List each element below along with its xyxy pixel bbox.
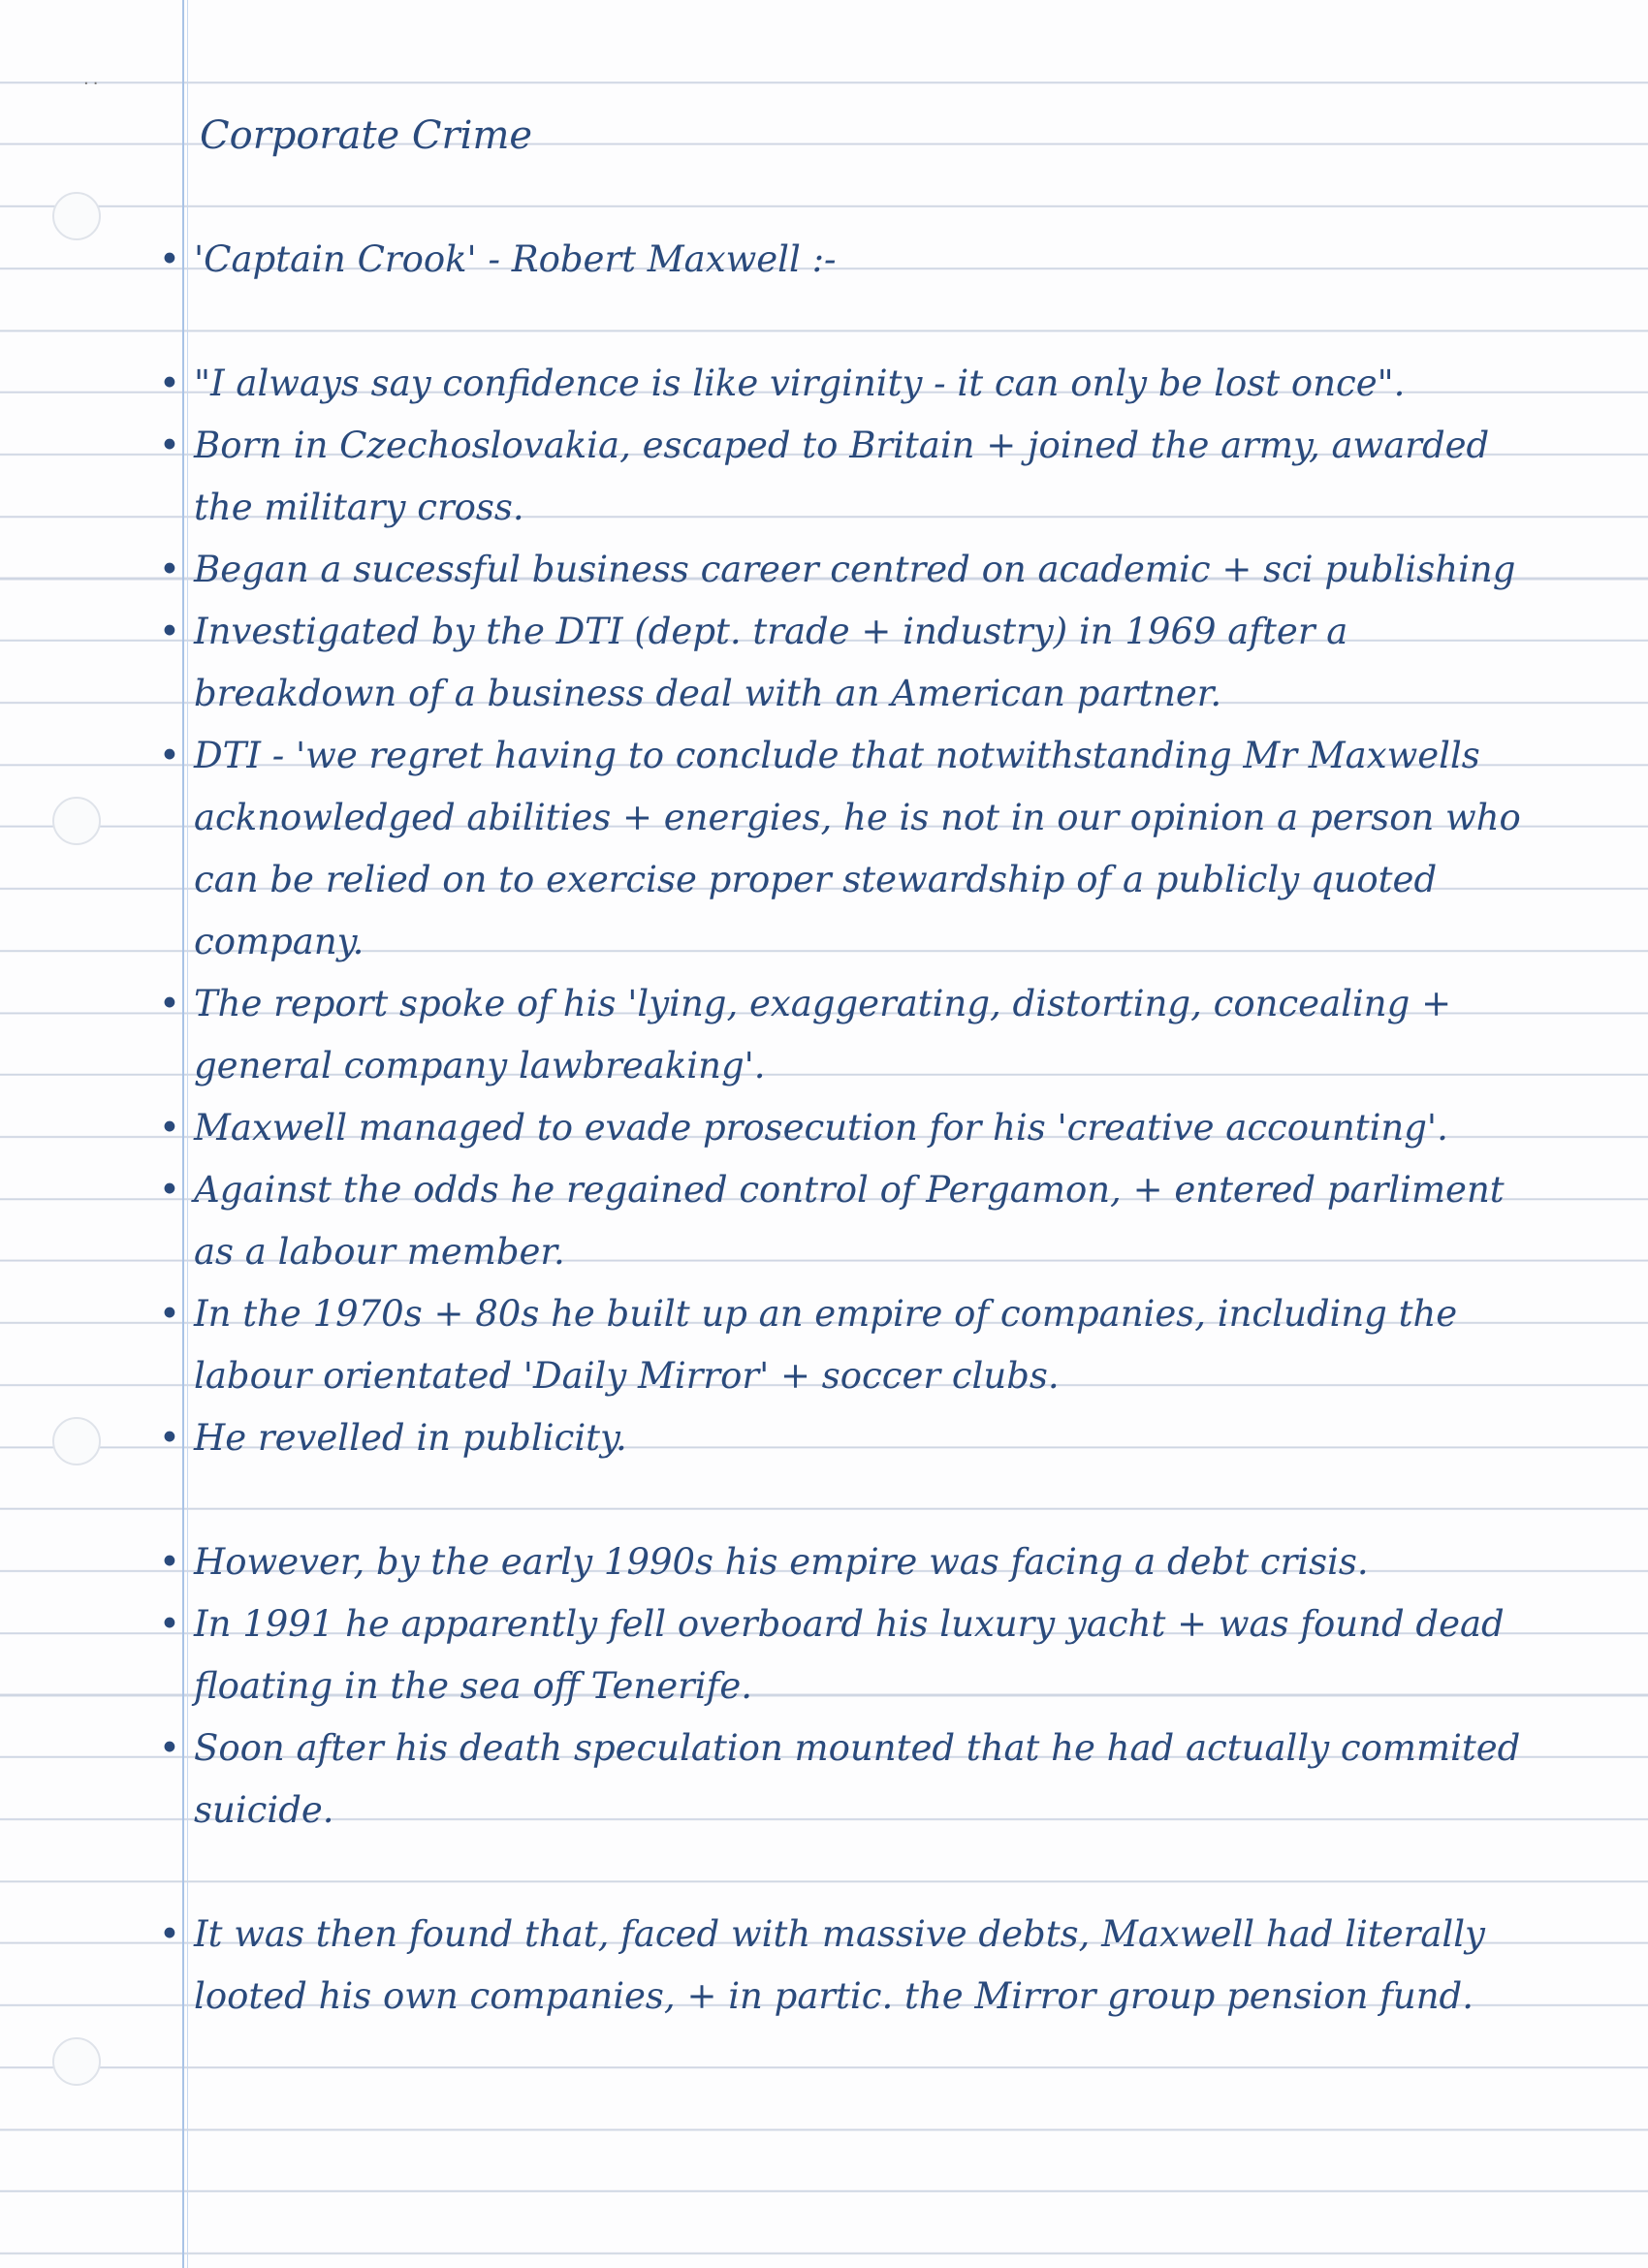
list-item xyxy=(145,353,1551,415)
list-item xyxy=(145,725,1551,973)
list-item xyxy=(145,601,1551,725)
note-text: In 1991 he apparently fell overboard his luxury yacht + was found dead floating in the sea off Tenerife. xyxy=(194,1603,1505,1707)
handwritten-notes xyxy=(145,105,1551,2028)
list-item xyxy=(145,973,1551,1097)
note-text: He revelled in publicity. xyxy=(194,1417,627,1459)
list-item xyxy=(145,1717,1551,1842)
list-item xyxy=(145,1407,1551,1469)
note-text: Against the odds he regained control of Pergamon, + entered parliment as a labour member. xyxy=(194,1169,1505,1273)
bullet-icon: • xyxy=(159,1913,180,1955)
note-text: However, by the early 1990s his empire was facing a debt crisis. xyxy=(194,1541,1369,1583)
bullet-icon: • xyxy=(159,1727,180,1769)
note-text: Investigated by the DTI (dept. trade + industry) in 1969 after a breakdown of a business deal with an American partner. xyxy=(194,611,1348,714)
note-text: It was then found that, faced with massive debts, Maxwell had literally looted his own companies, + in partic. the Mirror group pension fund. xyxy=(194,1913,1485,2017)
note-text: DTI - 'we regret having to conclude that notwithstanding Mr Maxwells acknowledged abilities + energies, he is not in our opinion a person who can be relied on to exercise proper stewardship of a publicly quoted company. xyxy=(194,735,1521,962)
bullet-icon: • xyxy=(159,1417,180,1459)
bullet-icon: • xyxy=(159,1169,180,1211)
bullet-icon: • xyxy=(159,735,180,776)
list-item xyxy=(145,539,1551,601)
note-text: "I always say confidence is like virginity - it can only be lost once". xyxy=(194,362,1406,404)
bullet-icon: • xyxy=(159,362,180,404)
punch-hole xyxy=(52,1417,101,1465)
punch-hole xyxy=(52,797,101,845)
list-item xyxy=(145,1593,1551,1717)
list-item xyxy=(145,1283,1551,1407)
note-text: Born in Czechoslovakia, escaped to Britain + joined the army, awarded the military cross. xyxy=(194,425,1490,528)
bullet-icon: • xyxy=(159,1107,180,1149)
list-item xyxy=(145,229,1551,291)
punch-hole xyxy=(52,2037,101,2086)
note-text: Soon after his death speculation mounted that he had actually commited suicide. xyxy=(194,1727,1521,1831)
bullet-icon: • xyxy=(159,611,180,652)
bullet-icon: • xyxy=(159,1293,180,1335)
bullet-icon: • xyxy=(159,1541,180,1583)
list-item xyxy=(145,1904,1551,2028)
notes-list xyxy=(145,229,1551,2028)
bullet-icon: • xyxy=(159,983,180,1024)
page-title: Corporate Crime xyxy=(200,113,533,158)
punch-hole xyxy=(52,192,101,240)
list-item xyxy=(145,1097,1551,1159)
note-text: In the 1970s + 80s he built up an empire of companies, including the labour orientated 'Daily Mirror' + soccer clubs. xyxy=(194,1293,1458,1397)
list-item xyxy=(145,415,1551,539)
list-item xyxy=(145,1159,1551,1283)
note-text: Began a sucessful business career centred on academic + sci publishing xyxy=(194,549,1516,590)
scan-mark: ·· xyxy=(83,74,103,94)
note-text: 'Captain Crook' - Robert Maxwell :- xyxy=(194,238,837,280)
note-text: The report spoke of his 'lying, exaggerating, distorting, concealing + general company lawbreaking'. xyxy=(194,983,1452,1087)
note-text: Maxwell managed to evade prosecution for his 'creative accounting'. xyxy=(194,1107,1448,1149)
list-item xyxy=(145,1531,1551,1593)
bullet-icon: • xyxy=(159,425,180,466)
bullet-icon: • xyxy=(159,1603,180,1645)
bullet-icon: • xyxy=(159,238,180,280)
bullet-icon: • xyxy=(159,549,180,590)
